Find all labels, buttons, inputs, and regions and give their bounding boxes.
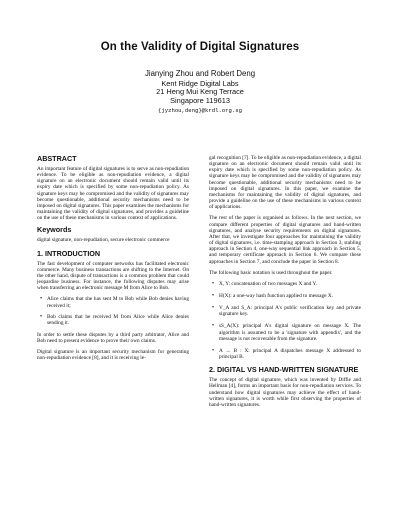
list-item: • X, Y: concatenation of two messages X and Y.	[219, 281, 361, 287]
address-line-2: Singapore 119613	[170, 95, 230, 105]
intro-heading: 1. INTRODUCTION	[37, 248, 101, 258]
abstract-heading: ABSTRACT	[37, 154, 77, 163]
left-column	[37, 155, 189, 367]
address-line-1: 21 Heng Mui Keng Terrace	[156, 87, 244, 97]
list-item: • H(X): a one-way hash function applied to message X.	[219, 293, 361, 299]
list-item: • V_A and S_A: principal A's public verification key and private signature key.	[219, 305, 361, 317]
right-paragraph-2: The rest of the paper is organised as follows. In the next section, we compare different properties of digital signatures and hand-written signatures, and analyse security requirements on digital signatures. After that, we investigate four approaches for maintaining the validity of digital signatures, i.e. time-stamping approach in Section 3, stabling approach in Section 4, one-way sequential link approach in Section 5, and temporary certificate approach in Section 6. We compare these approaches in Section 7, and conclude the paper in Section 8.	[209, 215, 361, 265]
paper-title: On the Validity of Digital Signatures	[100, 41, 300, 53]
notation-list	[209, 281, 361, 360]
keywords-text: digital signature, non-repudiation, secure electronic commerce	[37, 237, 170, 244]
list-item: • A → B : X: principal A dispatches message X addressed to principal B.	[219, 348, 361, 360]
right-paragraph-1: gal recognition [7]. To be eligible as non-repudiation evidence, a digital signature on an electronic document should remain valid until its expiry date which is specified by some non-repudiation policy. As signature keys may be compromised and the validity of signatures may become questionable, additional security mechanisms need to be imposed on digital signatures. In this paper, we examine the mechanisms for maintaining the validity of digital signatures, and provide a guideline on the use of these mechanisms in various context of applications.	[209, 155, 361, 211]
right-column	[209, 155, 361, 413]
abstract-text: An important feature of digital signatures is to serve as non-repudiation evidence. To be eligible as non-repudiation evidence, a digital signature on an electronic document should remain valid until its expiry date which is specified by some non-repudiation policy. As signature keys may be compromised and the validity of signatures may become questionable, additional security mechanisms need to be imposed on digital signatures. This paper examines the mechanisms for maintaining the validity of digital signatures, and provides a guideline on the use of these mechanisms in various context of applications.	[37, 166, 189, 222]
list-item: • Alice claims that she has sent M to Bob while Bob denies having received it;	[47, 296, 189, 308]
intro-paragraph-2: In order to settle these disputes by a third party arbitrator, Alice and Bob need to present evidence to prove their own claims.	[37, 331, 189, 345]
list-item: • Bob claims that he received M from Alice while Alice denies sending it.	[47, 314, 189, 326]
intro-paragraph-3: Digital signature is an important security mechanism for generating non-repudiation evidence [8], and it is receiving le-	[37, 349, 189, 362]
author-block	[0, 70, 400, 116]
list-item: • sS_A(X): principal A's digital signature on message X. The algorithm is assumed to be a 'signature with appendix', and the message is not recoverable from the signature.	[219, 323, 361, 341]
section-2-heading: 2. DIGITAL VS HAND-WRITTEN SIGNATURE	[209, 365, 359, 375]
right-paragraph-3: The following basic notation is used throughout the paper.	[209, 269, 333, 276]
section-2-paragraph: The concept of digital signature, which was invented by Diffie and Hellman [4], forms an important basis for non-repudiation services. To understand how digital signatures may achieve the effect of hand-written signatures, it is worth while first observing the properties of hand-written signatures.	[209, 377, 361, 408]
dispute-list	[37, 296, 189, 326]
author-names: Jianying Zhou and Robert Deng	[144, 69, 256, 78]
author-email: {jyzhou,deng}@krdl.org.sg	[158, 107, 242, 115]
keywords-heading: Keywords	[37, 225, 72, 235]
affiliation: Kent Ridge Digital Labs	[161, 78, 239, 88]
intro-paragraph-1: The fast development of computer networks has facilitated electronic commerce. Many business transactions are shifting to the Internet. On the other hand, dispute of transactions is a common problem that could jeopardise business. For instance, the following disputes may arise when transferring an electronic message M from Alice to Bob.	[37, 260, 189, 292]
